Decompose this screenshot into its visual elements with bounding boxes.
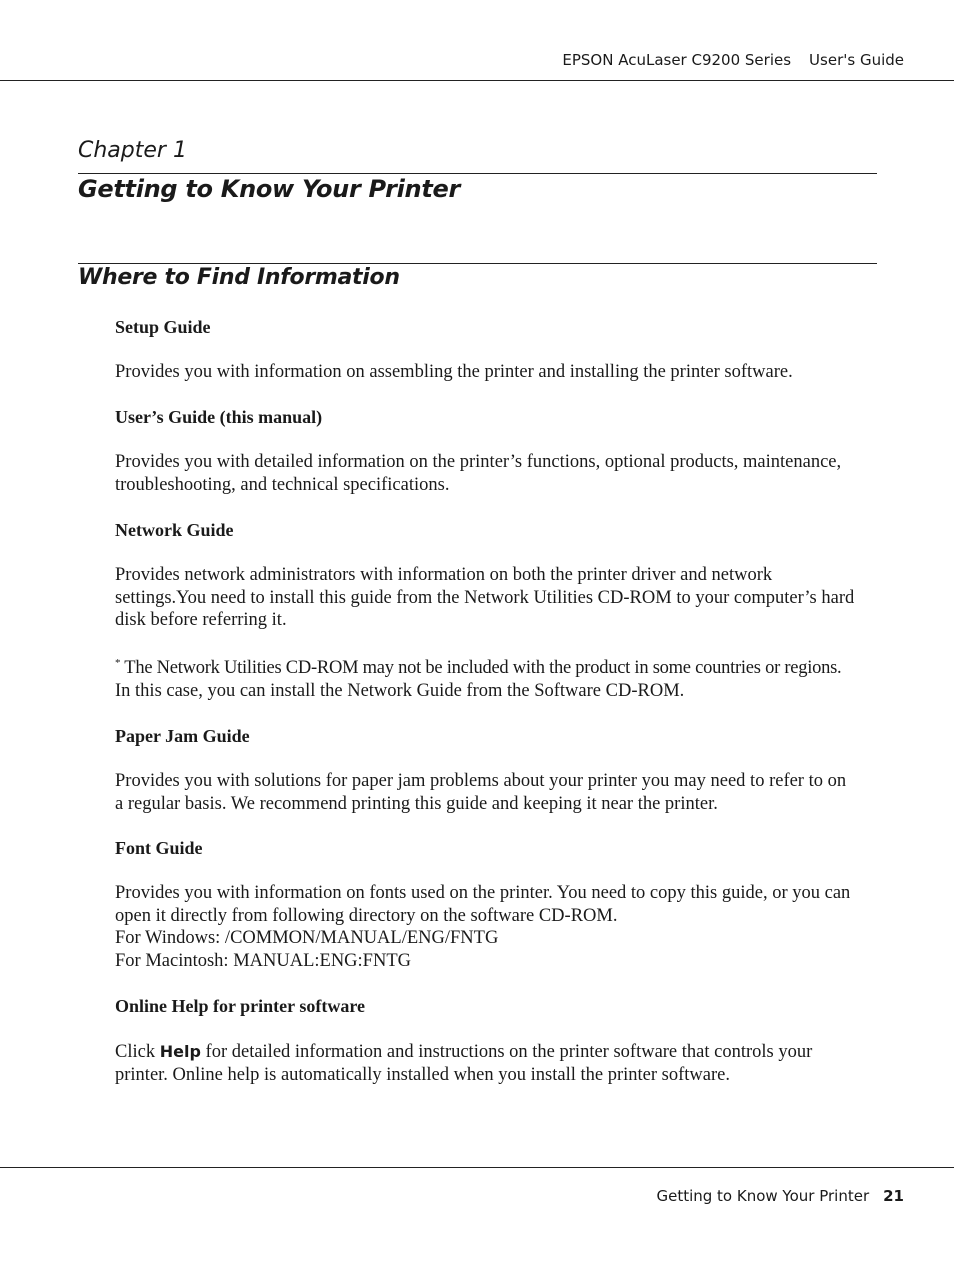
page-number: 21 <box>883 1187 904 1205</box>
setup-guide-heading: Setup Guide <box>115 317 211 337</box>
online-help-post: for detailed information and instructions on the printer software that controls your <box>200 1042 813 1062</box>
running-header <box>562 51 904 69</box>
section-rule <box>78 263 877 264</box>
note-line <box>115 657 880 680</box>
users-guide-text <box>115 451 880 496</box>
online-help-line: printer. Online help is automatically installed when you install the printer software. <box>115 1064 730 1085</box>
paper-jam-guide-text <box>115 770 880 815</box>
header-product: EPSON AcuLaser C9200 Series <box>562 51 792 69</box>
online-help-line <box>115 1041 880 1064</box>
online-help-text <box>115 1041 880 1086</box>
network-guide-text <box>115 564 880 632</box>
font-path-mac: For Macintosh: MANUAL:ENG:FNTG <box>115 950 411 971</box>
font-line: Provides you with information on fonts used on the printer. You need to copy this guide, or you can <box>115 883 851 903</box>
note-line: In this case, you can install the Network Guide from the Software CD-ROM. <box>115 680 685 701</box>
running-footer <box>656 1187 904 1205</box>
note-mark: * <box>115 656 121 669</box>
online-help-pre: Click <box>115 1042 160 1062</box>
header-rule <box>0 80 954 81</box>
network-guide-heading: Network Guide <box>115 520 234 540</box>
footer-rule <box>0 1167 954 1168</box>
paper-jam-guide-heading: Paper Jam Guide <box>115 726 250 746</box>
users-guide-line: Provides you with detailed information on the printer’s functions, optional products, maintenance, <box>115 452 842 472</box>
users-guide-line: troubleshooting, and technical specifications. <box>115 474 450 495</box>
font-guide-heading: Font Guide <box>115 838 203 858</box>
chapter-title: Getting to Know Your Printer <box>78 175 461 203</box>
header-doc: User's Guide <box>809 51 904 69</box>
help-keyword: Help <box>159 1042 201 1061</box>
chapter-rule <box>78 173 877 174</box>
online-help-heading: Online Help for printer software <box>115 996 365 1016</box>
network-line: Provides network administrators with information on both the printer driver and network <box>115 565 773 585</box>
chapter-label: Chapter 1 <box>78 138 187 163</box>
font-path-windows: For Windows: /COMMON/MANUAL/ENG/FNTG <box>115 928 499 948</box>
network-line: settings.You need to install this guide from the Network Utilities CD-ROM to your computer’s hard <box>115 587 855 608</box>
font-guide-text <box>115 882 880 972</box>
note-line-text: The Network Utilities CD-ROM may not be included with the product in some countries or regions. <box>120 658 842 678</box>
font-line: open it directly from following directory on the software CD-ROM. <box>115 905 618 926</box>
footer-title: Getting to Know Your Printer <box>656 1187 870 1205</box>
paper-jam-line: a regular basis. We recommend printing this guide and keeping it near the printer. <box>115 793 718 814</box>
setup-text-line: Provides you with information on assembling the printer and installing the printer software. <box>115 362 793 382</box>
network-line: disk before referring it. <box>115 610 287 630</box>
section-title: Where to Find Information <box>78 265 400 290</box>
users-guide-heading: User’s Guide (this manual) <box>115 407 323 427</box>
setup-guide-text <box>115 361 880 384</box>
network-note <box>115 657 880 702</box>
paper-jam-line: Provides you with solutions for paper jam problems about your printer you may need to refer to on <box>115 771 847 791</box>
